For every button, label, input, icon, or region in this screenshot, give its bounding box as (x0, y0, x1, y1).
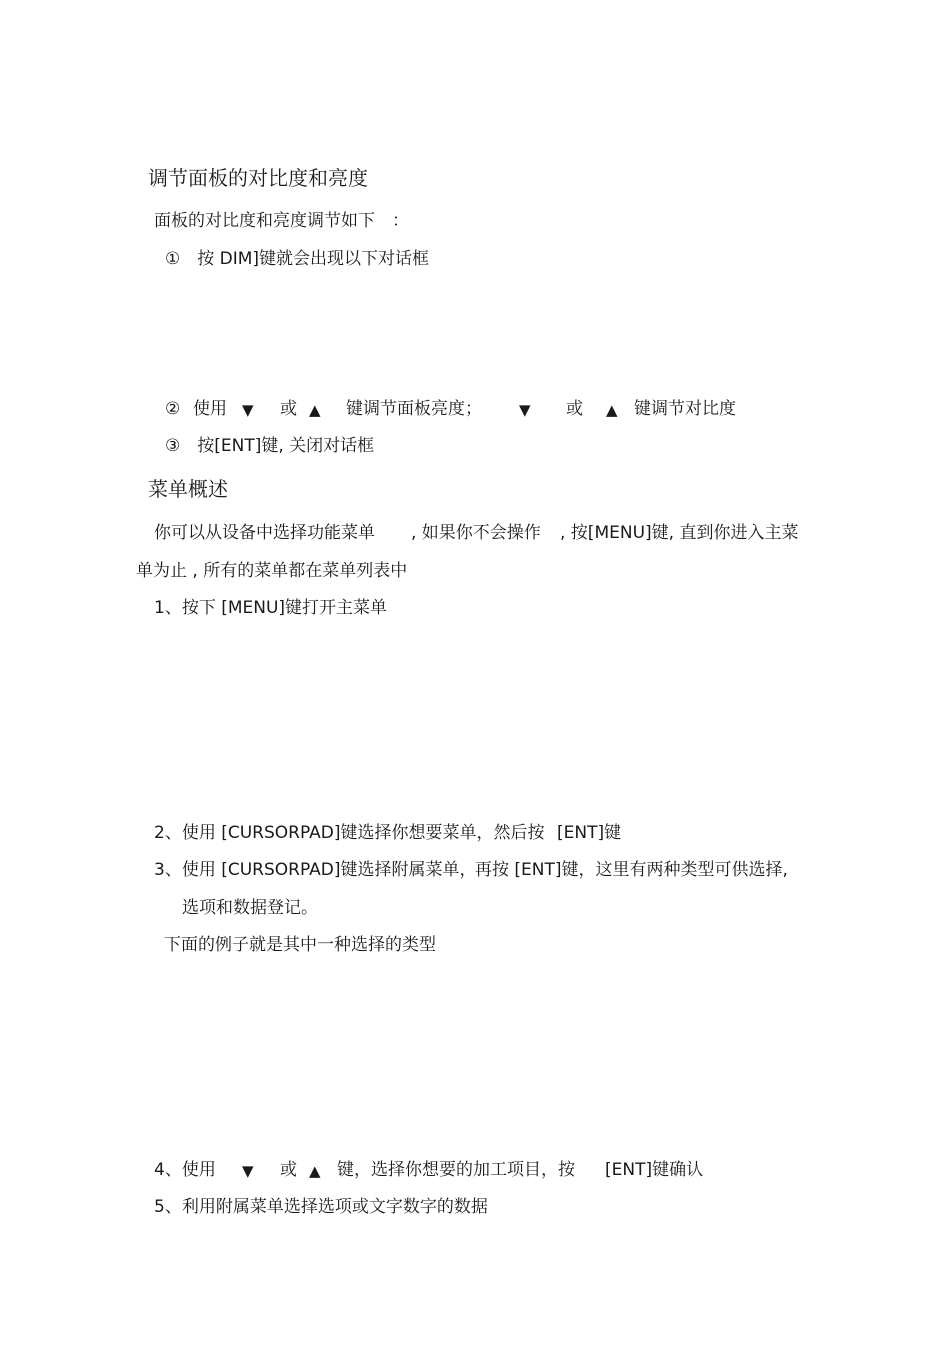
menu-item-4-select: 键，选择你想要的加工项目，按 (337, 1160, 575, 1180)
step-text-brightness: 键调节面板亮度； (346, 399, 482, 419)
menu-item-3-continuation: 选项和数据登记。 (182, 898, 318, 918)
menu-item-5: 5、利用附属菜单选择选项或文字数字的数据 (154, 1197, 488, 1217)
contrast-step-1: ① 按 DIM]键就会出现以下对话框 (165, 249, 430, 269)
down-arrow-icon: ▼ (242, 401, 254, 419)
contrast-step-3: ③ 按[ENT]键, 关闭对话框 (165, 436, 375, 456)
menu-item-4-ent: [ENT]键确认 (605, 1160, 704, 1180)
menu-intro-line-2: 单为止 , 所有的菜单都在菜单列表中 (136, 561, 408, 581)
menu-item-3-text-b: 再按 [ENT]键，这里有两种类型可供选择, (475, 860, 788, 880)
down-arrow-icon: ▼ (242, 1162, 254, 1180)
up-arrow-icon: ▲ (309, 401, 321, 419)
step-text-or: 或 (566, 399, 583, 419)
contrast-intro: 面板的对比度和亮度调节如下 ： (154, 211, 409, 231)
menu-example-caption: 下面的例子就是其中一种选择的类型 (164, 935, 436, 955)
down-arrow-icon: ▼ (519, 401, 531, 419)
step-text-or: 或 (280, 399, 297, 419)
menu-intro-part-2: , 如果你不会操作 (411, 523, 541, 543)
menu-item-1: 1、按下 [MENU]键打开主菜单 (154, 598, 388, 618)
menu-item-2-text: 2、使用 [CURSORPAD]键选择你想要菜单，然后按 (154, 823, 545, 843)
menu-intro-part-1: 你可以从设备中选择功能菜单 (154, 523, 375, 543)
menu-item-4-use: 4、使用 (154, 1160, 216, 1180)
step-number: ② (165, 399, 181, 419)
menu-item-4-or: 或 (280, 1160, 297, 1180)
section-title-contrast: 调节面板的对比度和亮度 (148, 166, 368, 190)
step-text-use: 使用 (193, 399, 227, 419)
section-title-menu: 菜单概述 (148, 477, 228, 501)
up-arrow-icon: ▲ (309, 1162, 321, 1180)
menu-intro-part-3: , 按[MENU]键, 直到你进入主菜 (560, 523, 799, 543)
menu-item-2-ent: [ENT]键 (557, 823, 622, 843)
menu-item-3-text-a: 3、使用 [CURSORPAD]键选择附属菜单， (154, 860, 477, 880)
up-arrow-icon: ▲ (606, 401, 618, 419)
step-text-contrast: 键调节对比度 (634, 399, 736, 419)
